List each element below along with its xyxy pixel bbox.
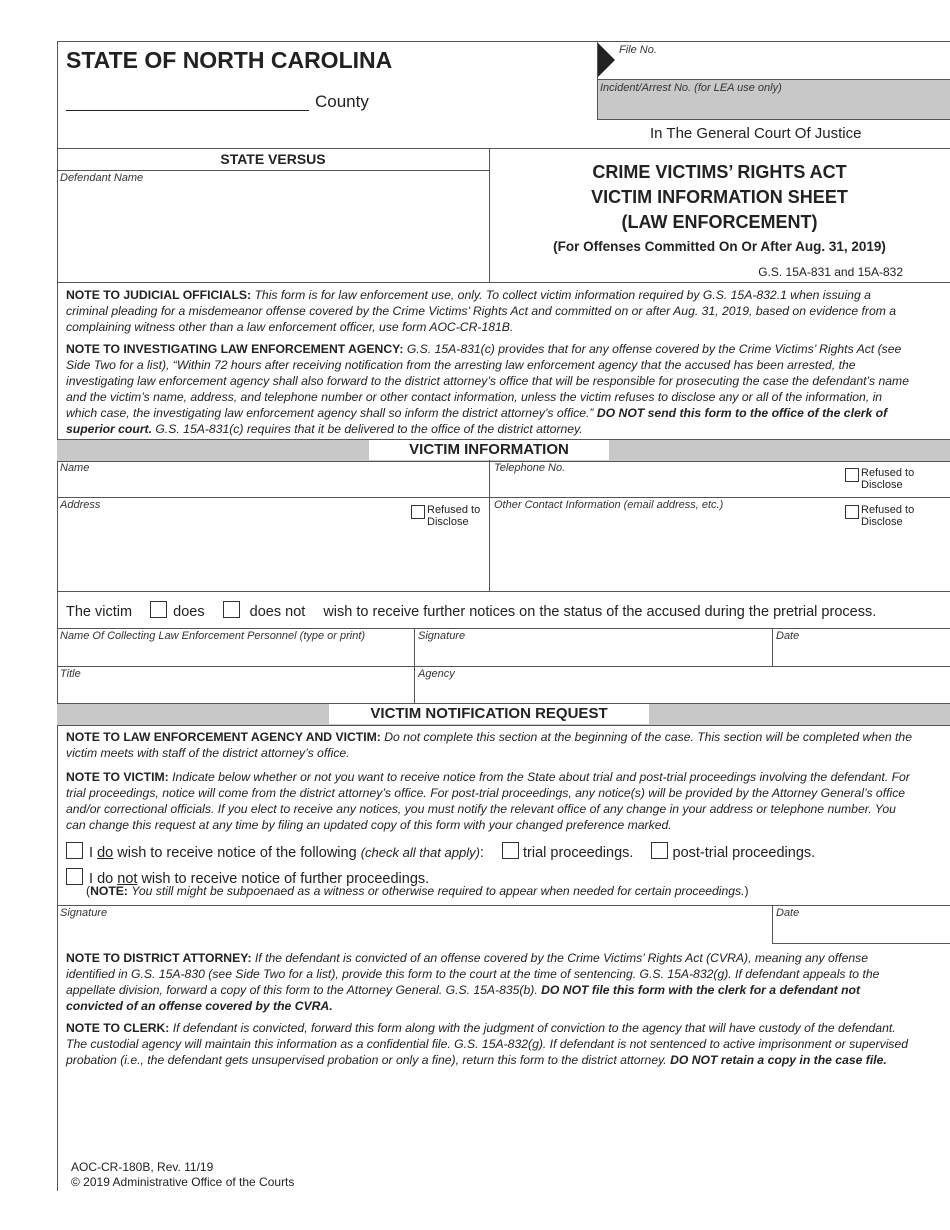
post-trial-checkbox[interactable] bbox=[651, 842, 668, 859]
form-number: AOC-CR-180B, Rev. 11/19 bbox=[71, 1160, 214, 1174]
le-title-field[interactable] bbox=[60, 682, 410, 702]
victim-date-divider bbox=[772, 905, 773, 943]
collector-name-field[interactable] bbox=[60, 645, 410, 665]
other-contact-label: Other Contact Information (email address, etc.) bbox=[494, 499, 724, 511]
defendant-name-label: Defendant Name bbox=[60, 172, 144, 184]
note-judicial-officials bbox=[66, 287, 912, 335]
receive-notice-option bbox=[66, 842, 815, 861]
opt1-hint: (check all that apply) bbox=[360, 845, 480, 860]
wish-suffix: wish to receive further notices on the status of the accused during the pretrial process. bbox=[323, 604, 877, 620]
victim-signature-bottom-line bbox=[772, 943, 950, 944]
note-agency-tail: G.S. 15A-831(c) requires that it be delivered to the office of the district attorney. bbox=[155, 422, 583, 436]
collector-top-line bbox=[57, 628, 950, 629]
note-victim-head: NOTE TO VICTIM: bbox=[66, 770, 169, 784]
form-title bbox=[489, 160, 950, 235]
opt2-i-do: I do bbox=[89, 871, 114, 887]
note-clerk bbox=[66, 1020, 912, 1068]
left-margin-line bbox=[57, 41, 58, 1191]
opt2-text: wish to receive notice of further proceedings. bbox=[141, 871, 430, 887]
note-clerk-bold: DO NOT retain a copy in the case file. bbox=[670, 1053, 887, 1067]
victim-info-divider bbox=[489, 460, 490, 591]
title-bottom-line bbox=[57, 282, 950, 283]
note-lea-head: NOTE TO LAW ENFORCEMENT AGENCY AND VICTIM: bbox=[66, 730, 381, 744]
victim-name-field[interactable] bbox=[60, 476, 485, 496]
decline-notice-checkbox[interactable] bbox=[66, 868, 83, 885]
note-judicial-text: This form is for law enforcement use, only. To collect victim information required by G.S. 15A-832.1 when issuing a criminal pleading for a misdemeanor offense covered by the Crime Victims’ Rights Act and committed on or after Aug. 31, 2019, based on evidence from a complaining witness other than a law enforcement officer, use form AOC-CR-181B. bbox=[66, 288, 897, 334]
address-refused-checkbox[interactable] bbox=[411, 504, 480, 528]
note-clerk-text: If defendant is convicted, forward this form along with the judgment of conviction to the agency that will have custody of the defendant. The custodial agency will maintain this information as a confidential file. G.S. 15A-832(g). If defendant is not sentenced to active imprisonment or supervised probation (i.e., the defendant gets unsupervised probation or only a fine), return this form to the district attorney. bbox=[66, 1021, 909, 1067]
title-line-3: (LAW ENFORCEMENT) bbox=[621, 212, 818, 232]
state-versus-heading: STATE VERSUS bbox=[220, 151, 326, 167]
opt2-not: not bbox=[117, 871, 138, 887]
le-date-label: Date bbox=[776, 630, 800, 642]
phone-refused-label-1: Refused to bbox=[861, 467, 915, 479]
note-victim bbox=[66, 769, 912, 833]
phone-refused-box[interactable] bbox=[845, 468, 859, 482]
note-investigating-agency bbox=[66, 341, 912, 437]
note-victim-text: Indicate below whether or not you want to receive notice from the State about trial and post-trial proceedings involving the defendant. For trial proceedings, notice will come from the district attorney’s office. For post-trial proceedings, any notice(s) will be provided by the Attorney General’s office and/or correctional officials. If you elect to receive any notices, you must notify the relevant office of any change in your address or telephone number. You can change this request at any time by filing an updated copy of this form with your changed preference marked. bbox=[66, 770, 910, 832]
incident-no-label: Incident/Arrest No. (for LEA use only) bbox=[600, 82, 782, 94]
does-checkbox[interactable] bbox=[150, 601, 167, 618]
address-refused-label-1: Refused to bbox=[427, 504, 481, 516]
le-title-label: Title bbox=[60, 668, 81, 680]
opt1-do: do bbox=[97, 845, 114, 861]
le-date-field[interactable] bbox=[776, 645, 946, 665]
opt1-i: I bbox=[89, 845, 94, 861]
note-lea-and-victim bbox=[66, 729, 912, 761]
wish-prefix: The victim bbox=[66, 604, 133, 620]
note-agency-text: G.S. 15A-831(c) provides that for any offense covered by the Crime Victims’ Rights Act (see Side Two for a list), “Within 72 hours after receiving notification from the arresting law enforcement agency that the accused has been arrested, the investigating law enforcement agency shall also forward to the district attorney’s office that will be responsible for prosecuting the case the defendant’s name and the victim’s name, address, and telephone number or other contact information, unless the victim refuses to disclose any or all of the information, in which case, the investigating law enforcement agency shall so inform the district attorney’s office.” bbox=[66, 342, 909, 420]
opt1-text: wish to receive notice of the following bbox=[117, 845, 357, 861]
opt1-colon: : bbox=[479, 845, 484, 861]
trial-proceedings-label: trial proceedings. bbox=[523, 845, 634, 861]
victim-signature-label: Signature bbox=[60, 907, 108, 919]
address-field[interactable] bbox=[60, 514, 405, 586]
top-border bbox=[57, 41, 597, 42]
note-district-attorney bbox=[66, 950, 912, 1014]
other-refused-checkbox[interactable] bbox=[845, 504, 914, 528]
other-refused-label-1: Refused to bbox=[861, 504, 915, 516]
other-refused-box[interactable] bbox=[845, 505, 859, 519]
header-divider bbox=[57, 148, 950, 149]
file-no-field[interactable] bbox=[619, 58, 939, 78]
court-label: In The General Court Of Justice bbox=[650, 125, 862, 142]
statute-reference: G.S. 15A-831 and 15A-832 bbox=[758, 265, 903, 279]
title-line-1: CRIME VICTIMS’ RIGHTS ACT bbox=[592, 162, 847, 182]
le-signature-label: Signature bbox=[418, 630, 466, 642]
victim-signature-field[interactable] bbox=[60, 922, 765, 942]
telephone-label: Telephone No. bbox=[494, 462, 566, 474]
file-no-top-line bbox=[597, 41, 950, 42]
file-no-arrow-icon bbox=[597, 42, 615, 78]
date-divider bbox=[772, 628, 773, 666]
county-label: County bbox=[315, 92, 369, 111]
notification-title: VICTIM NOTIFICATION REQUEST bbox=[329, 704, 649, 724]
note-judicial-head: NOTE TO JUDICIAL OFFICIALS: bbox=[66, 288, 252, 302]
subpoena-note-head: NOTE: bbox=[90, 884, 128, 898]
phone-refused-label-2: Disclose bbox=[861, 479, 903, 491]
title-line-2: VICTIM INFORMATION SHEET bbox=[591, 187, 848, 207]
defendant-name-field[interactable] bbox=[60, 188, 485, 278]
state-versus-underline bbox=[57, 170, 489, 171]
does-not-checkbox[interactable] bbox=[223, 601, 240, 618]
other-refused-label-2: Disclose bbox=[861, 516, 903, 528]
victim-signature-top-line bbox=[57, 905, 950, 906]
does-not-label: does not bbox=[249, 604, 306, 620]
other-contact-field[interactable] bbox=[494, 514, 834, 586]
address-refused-box[interactable] bbox=[411, 505, 425, 519]
subpoena-note-text: You still might be subpoenaed as a witness or otherwise required to appear when needed for certain proceedings. bbox=[131, 884, 745, 898]
form-subtitle: (For Offenses Committed On Or After Aug. 31, 2019) bbox=[553, 239, 886, 254]
state-heading: STATE OF NORTH CAROLINA bbox=[66, 47, 393, 73]
victim-info-title: VICTIM INFORMATION bbox=[369, 440, 609, 460]
address-refused-label-2: Disclose bbox=[427, 516, 469, 528]
trial-proceedings-checkbox[interactable] bbox=[502, 842, 519, 859]
subpoena-note: (NOTE: You still might be subpoenaed as a witness or otherwise required to appear when needed for certain proceedings.) bbox=[86, 884, 749, 898]
le-signature-field[interactable] bbox=[418, 645, 768, 665]
note-agency-bold: DO NOT send this form to the office of the clerk of superior court. bbox=[66, 406, 888, 436]
note-da-text: If the defendant is convicted of an offense covered by the Crime Victims’ Rights Act (CVRA), meaning any offense identified in G.S. 15A-830 (see Side Two for a list), provide this form to the court at the time of sentencing. G.S. 15A-832(g). If defendant appeals to the appellate division, forward a copy of this form to the Attorney General. G.S. 15A-835(b). bbox=[66, 951, 880, 997]
collector-name-label: Name Of Collecting Law Enforcement Personnel (type or print) bbox=[60, 630, 366, 642]
does-label: does bbox=[173, 604, 205, 620]
address-bottom-line bbox=[57, 591, 950, 592]
telephone-field[interactable] bbox=[494, 476, 834, 496]
victim-date-label: Date bbox=[776, 907, 800, 919]
copyright: © 2019 Administrative Office of the Courts bbox=[71, 1175, 295, 1189]
note-clerk-head: NOTE TO CLERK: bbox=[66, 1021, 170, 1035]
note-da-head: NOTE TO DISTRICT ATTORNEY: bbox=[66, 951, 252, 965]
victim-name-label: Name bbox=[60, 462, 90, 474]
post-trial-label: post-trial proceedings. bbox=[672, 845, 816, 861]
note-lea-text: Do not complete this section at the beginning of the case. This section will be completed when the victim meets with staff of the district attorney’s office. bbox=[66, 730, 912, 760]
file-no-label: File No. bbox=[619, 44, 657, 56]
county-blank-line[interactable] bbox=[66, 110, 309, 111]
receive-notice-checkbox[interactable] bbox=[66, 842, 83, 859]
agency-field[interactable] bbox=[418, 682, 943, 702]
pretrial-notice-choice bbox=[66, 601, 876, 620]
victim-row-divider bbox=[57, 497, 950, 498]
note-da-bold: DO NOT file this form with the clerk for a defendant not convicted of an offense covered by the CVRA. bbox=[66, 983, 861, 1013]
file-box-left-line bbox=[597, 41, 598, 119]
victim-date-field[interactable] bbox=[776, 922, 946, 942]
agency-label: Agency bbox=[418, 668, 455, 680]
phone-refused-checkbox[interactable] bbox=[845, 467, 914, 491]
address-label: Address bbox=[60, 499, 101, 511]
note-agency-head: NOTE TO INVESTIGATING LAW ENFORCEMENT AGENCY: bbox=[66, 342, 404, 356]
title-row-top-line bbox=[57, 666, 950, 667]
